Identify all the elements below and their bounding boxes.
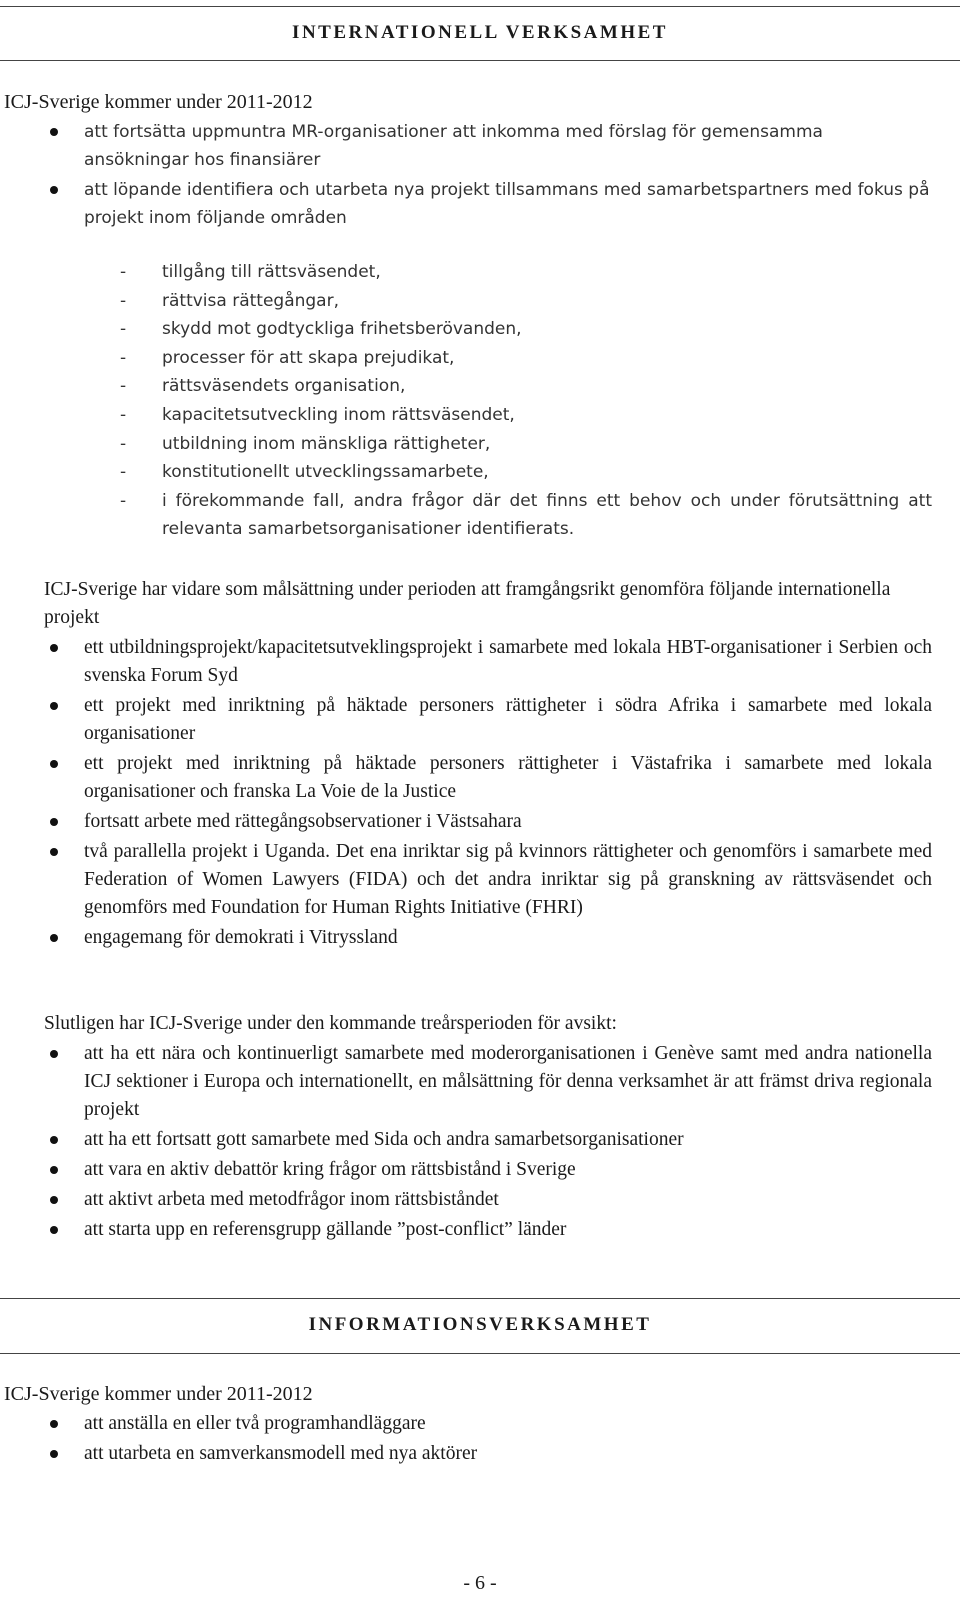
section-title-international: INTERNATIONELL VERKSAMHET	[292, 22, 668, 43]
dash-item-text: skydd mot godtyckliga frihetsberövanden,	[162, 319, 522, 340]
section2-title-rule	[0, 1353, 960, 1354]
dash-mark: -	[120, 376, 127, 397]
dash-mark: -	[120, 404, 127, 425]
dash-mark: -	[120, 347, 127, 368]
list-item: att anställa en eller två programhandläggare	[44, 1410, 932, 1438]
page-number: - 6 -	[463, 1572, 497, 1594]
section2-top-rule	[0, 1298, 960, 1299]
section-title-information: INFORMATIONSVERKSAMHET	[308, 1314, 652, 1335]
projects-bullet-list	[44, 634, 932, 954]
dash-item-text: tillgång till rättsväsendet,	[162, 262, 381, 282]
list-item: ett projekt med inriktning på häktade personers rättigheter i Västafrika i samarbete med lokala organisationer och franska La Voie de la Justice	[44, 750, 932, 806]
dash-item-text: kapacitetsutveckling inom rättsväsendet,	[162, 404, 515, 425]
list-item	[120, 344, 932, 373]
section-title-rule	[0, 60, 960, 61]
list-item	[120, 372, 932, 401]
dash-mark: -	[120, 290, 127, 311]
list-item: fortsatt arbete med rättegångsobservationer i Västsahara	[44, 808, 932, 836]
section1-intro: ICJ-Sverige kommer under 2011-2012	[4, 91, 313, 113]
list-item: att löpande identifiera och utarbeta nya projekt tillsammans med samarbetspartners med fokus på projekt inom följande områden	[44, 176, 932, 232]
list-item	[120, 401, 932, 430]
dash-item-text: utbildning inom mänskliga rättigheter,	[162, 433, 491, 454]
dash-mark: -	[120, 490, 127, 511]
dash-mark: -	[120, 433, 127, 454]
dash-item-text: rättsväsendets organisation,	[162, 376, 406, 397]
list-item	[120, 258, 932, 287]
top-rule	[0, 6, 960, 7]
list-item	[120, 430, 932, 459]
list-item: ett utbildningsprojekt/kapacitetsutveklingsprojekt i samarbete med lokala HBT-organisationer i Serbien och svenska Forum Syd	[44, 634, 932, 690]
section2-bullet-list	[44, 1410, 932, 1470]
dash-mark: -	[120, 319, 127, 340]
list-item	[120, 315, 932, 344]
section2-intro: ICJ-Sverige kommer under 2011-2012	[4, 1383, 313, 1405]
list-item: att fortsätta uppmuntra MR-organisationer att inkomma med förslag för gemensamma ansökningar hos finansiärer	[44, 118, 932, 174]
dash-item-text: konstitutionellt utvecklingssamarbete,	[162, 462, 489, 483]
list-item: att starta upp en referensgrupp gällande ”post-conflict” länder	[44, 1216, 932, 1244]
intentions-bullet-list	[44, 1040, 932, 1246]
dash-mark: -	[120, 262, 127, 282]
dash-item-text: rättvisa rättegångar,	[162, 290, 339, 311]
list-item: engagemang för demokrati i Vitryssland	[44, 924, 932, 952]
paragraph-intentions: Slutligen har ICJ-Sverige under den kommande treårsperioden för avsikt:	[44, 1013, 617, 1034]
list-item	[120, 458, 932, 487]
list-item: två parallella projekt i Uganda. Det ena inriktar sig på kvinnors rättigheter och genomförs i samarbete med Federation of Women Lawyers (FIDA) och det andra inriktar sig på granskning av rättsväsendet och genomförs med Foundation for Human Rights Initiative (FHRI)	[44, 838, 932, 922]
list-item	[120, 287, 932, 316]
dash-mark: -	[120, 462, 127, 483]
list-item: att aktivt arbeta med metodfrågor inom rättsbiståndet	[44, 1186, 932, 1214]
dash-item-text: i förekommande fall, andra frågor där det finns ett behov och under förutsättning att relevanta samarbetsorganisationer identifierats.	[162, 490, 932, 540]
focus-areas-dash-list	[120, 258, 932, 544]
list-item: att utarbeta en samverkansmodell med nya aktörer	[44, 1440, 932, 1468]
list-item: att vara en aktiv debattör kring frågor om rättsbistånd i Sverige	[44, 1156, 932, 1184]
paragraph-international-projects: ICJ-Sverige har vidare som målsättning under perioden att framgångsrikt genomföra följande internationella projekt	[44, 579, 891, 628]
dash-item-text: processer för att skapa prejudikat,	[162, 347, 455, 368]
section1-bullet-list	[44, 118, 932, 234]
list-item: att ha ett nära och kontinuerligt samarbete med moderorganisationen i Genève samt med andra nationella ICJ sektioner i Europa och internationellt, en målsättning för denna verksamhet är att främst driva regionala projekt	[44, 1040, 932, 1124]
list-item: att ha ett fortsatt gott samarbete med Sida och andra samarbetsorganisationer	[44, 1126, 932, 1154]
list-item: ett projekt med inriktning på häktade personers rättigheter i södra Afrika i samarbete med lokala organisationer	[44, 692, 932, 748]
list-item	[120, 487, 932, 544]
